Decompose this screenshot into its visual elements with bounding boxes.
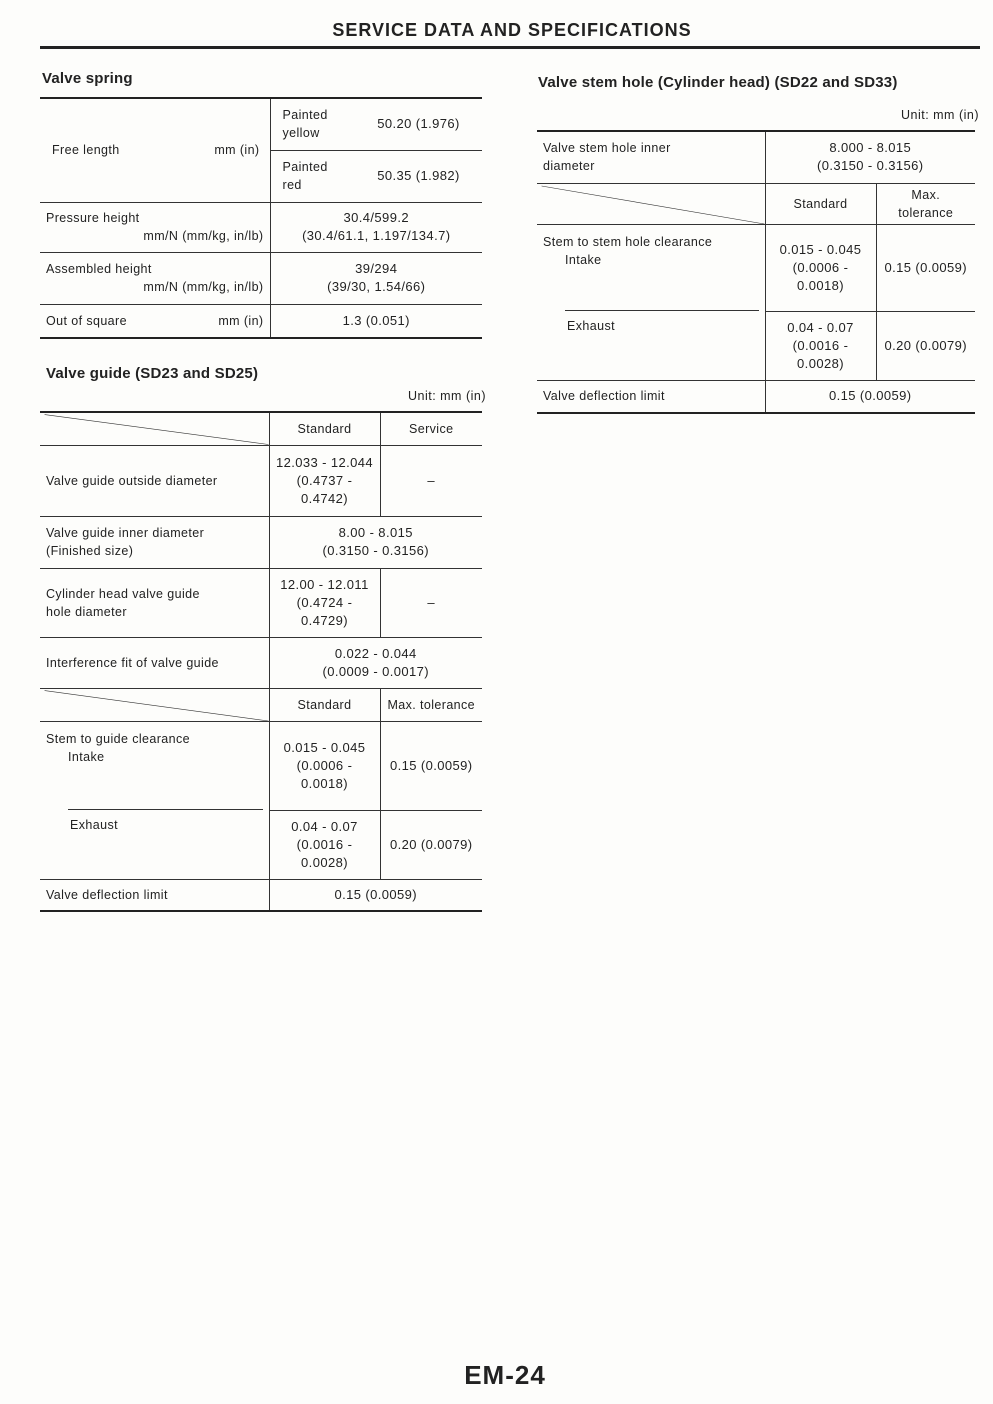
valve-spring-table (40, 97, 482, 339)
col-max-tolerance: Max. tolerance (380, 688, 482, 721)
col-standard: Standard (269, 412, 380, 445)
deflection-limit-label: Valve deflection limit (40, 879, 269, 911)
stem-hole-exhaust-label: Exhaust (537, 311, 765, 380)
valve-guide-title: Valve guide (SD23 and SD25) (46, 365, 259, 382)
title-rule (40, 46, 980, 49)
free-length-label: Free length mm (in) (40, 98, 270, 202)
stem-hole-inner-diameter-value: 8.000 - 8.015 (0.3150 - 0.3156) (765, 131, 975, 183)
head-hole-diameter-service: – (380, 568, 482, 637)
assembled-height-label: Assembled height mm/N (mm/kg, in/lb) (40, 252, 270, 304)
out-of-square-label: Out of square mm (in) (40, 304, 270, 338)
col-standard-2: Standard (269, 688, 380, 721)
outside-diameter-service: – (380, 445, 482, 516)
stem-hole-exhaust-max: 0.20 (0.0079) (876, 311, 975, 380)
interference-fit-label: Interference fit of valve guide (40, 637, 269, 688)
outside-diameter-label: Valve guide outside diameter (40, 445, 269, 516)
stem-hole-clearance-label: Stem to stem hole clearance Intake (537, 224, 765, 311)
exhaust-max: 0.20 (0.0079) (380, 810, 482, 879)
exhaust-standard: 0.04 - 0.07 (0.0016 - 0.0028) (269, 810, 380, 879)
stem-hole-deflection-value: 0.15 (0.0059) (765, 380, 975, 413)
col-max-tolerance-2: Max. tolerance (876, 183, 975, 224)
inner-diameter-label: Valve guide inner diameter (Finished size) (40, 516, 269, 568)
painted-red-value: 50.35 (1.982) (355, 150, 482, 202)
head-hole-diameter-label: Cylinder head valve guide hole diameter (40, 568, 269, 637)
col-standard-3: Standard (765, 183, 876, 224)
assembled-height-value: 39/294 (39/30, 1.54/66) (270, 252, 482, 304)
exhaust-label: Exhaust (40, 810, 269, 879)
col-service: Service (380, 412, 482, 445)
diagonal-header-cell-2 (40, 688, 269, 721)
intake-max: 0.15 (0.0059) (380, 721, 482, 810)
stem-clearance-label: Stem to guide clearance Intake (40, 721, 269, 810)
valve-guide-table (40, 411, 482, 912)
intake-standard: 0.015 - 0.045 (0.0006 - 0.0018) (269, 721, 380, 810)
stem-hole-inner-diameter-label: Valve stem hole inner diameter (537, 131, 765, 183)
deflection-limit-value: 0.15 (0.0059) (269, 879, 482, 911)
out-of-square-value: 1.3 (0.051) (270, 304, 482, 338)
interference-fit-value: 0.022 - 0.044 (0.0009 - 0.0017) (269, 637, 482, 688)
valve-guide-unit: Unit: mm (in) (407, 389, 486, 403)
inner-diameter-value: 8.00 - 8.015 (0.3150 - 0.3156) (269, 516, 482, 568)
head-hole-diameter-standard: 12.00 - 12.011 (0.4724 - 0.4729) (269, 568, 380, 637)
painted-yellow-label: Painted yellow (270, 98, 355, 150)
stem-hole-exhaust-standard: 0.04 - 0.07 (0.0016 - 0.0028) (765, 311, 876, 380)
pressure-height-label: Pressure height mm/N (mm/kg, in/lb) (40, 202, 270, 252)
page-title: SERVICE DATA AND SPECIFICATIONS (332, 20, 692, 40)
diagonal-header-cell-3 (537, 183, 765, 224)
stem-hole-deflection-label: Valve deflection limit (537, 380, 765, 413)
stem-hole-intake-max: 0.15 (0.0059) (876, 224, 975, 311)
valve-stem-hole-table (537, 130, 975, 414)
stem-hole-intake-standard: 0.015 - 0.045 (0.0006 - 0.0018) (765, 224, 876, 311)
diagonal-header-cell (40, 412, 269, 445)
outside-diameter-standard: 12.033 - 12.044 (0.4737 - 0.4742) (269, 445, 380, 516)
valve-stem-hole-unit: Unit: mm (in) (900, 108, 979, 122)
valve-spring-title: Valve spring (42, 70, 133, 87)
pressure-height-value: 30.4/599.2 (30.4/61.1, 1.197/134.7) (270, 202, 482, 252)
valve-stem-hole-title: Valve stem hole (Cylinder head) (SD22 and SD33) (538, 74, 898, 91)
painted-yellow-value: 50.20 (1.976) (355, 98, 482, 150)
page-number: EM-24 (464, 1360, 546, 1390)
painted-red-label: Painted red (270, 150, 355, 202)
